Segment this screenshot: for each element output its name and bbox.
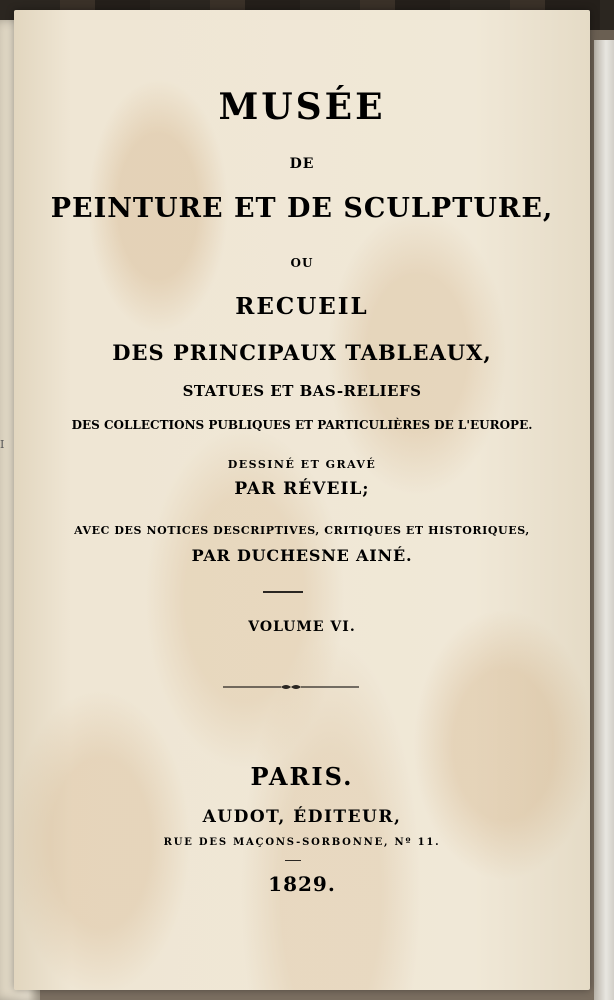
right-page-edge (594, 40, 614, 1000)
publisher-address: RUE DES MAÇONS-SORBONNE, Nº 11. (163, 837, 441, 848)
volume-number: VOLUME VI. (248, 619, 356, 635)
collections-line: DES COLLECTIONS PUBLIQUES ET PARTICULIÈRES DE L'EUROPE. (71, 418, 533, 432)
publication-year: 1829. (268, 872, 336, 896)
divider-rule (263, 591, 303, 593)
alt-title-line-2: DES PRINCIPAUX TABLEAUX, (112, 340, 492, 365)
publisher-name: AUDOT, ÉDITEUR, (202, 807, 402, 827)
left-page-edge-text: I (0, 438, 5, 451)
artist-name: PAR RÉVEIL; (234, 479, 370, 499)
alt-title: RECUEIL (235, 293, 369, 320)
alt-title-line-3: STATUES ET BAS-RELIEFS (182, 382, 422, 400)
imprint-city: PARIS. (250, 762, 354, 791)
title-connector-de: DE (289, 156, 315, 172)
book-title: MUSÉE (218, 86, 386, 128)
ornament-rule-icon (223, 682, 359, 692)
imprint-rule (285, 860, 301, 861)
author-name: PAR DUCHESNE AINÉ. (191, 546, 413, 565)
book-subtitle: PEINTURE ET DE SCULPTURE, (50, 193, 554, 224)
title-connector-ou: OU (290, 256, 314, 270)
title-page (14, 10, 590, 990)
notices-line: AVEC DES NOTICES DESCRIPTIVES, CRITIQUES ET HISTORIQUES, (74, 524, 530, 537)
drawn-engraved-line: DESSINÉ ET GRAVÉ (227, 458, 377, 471)
